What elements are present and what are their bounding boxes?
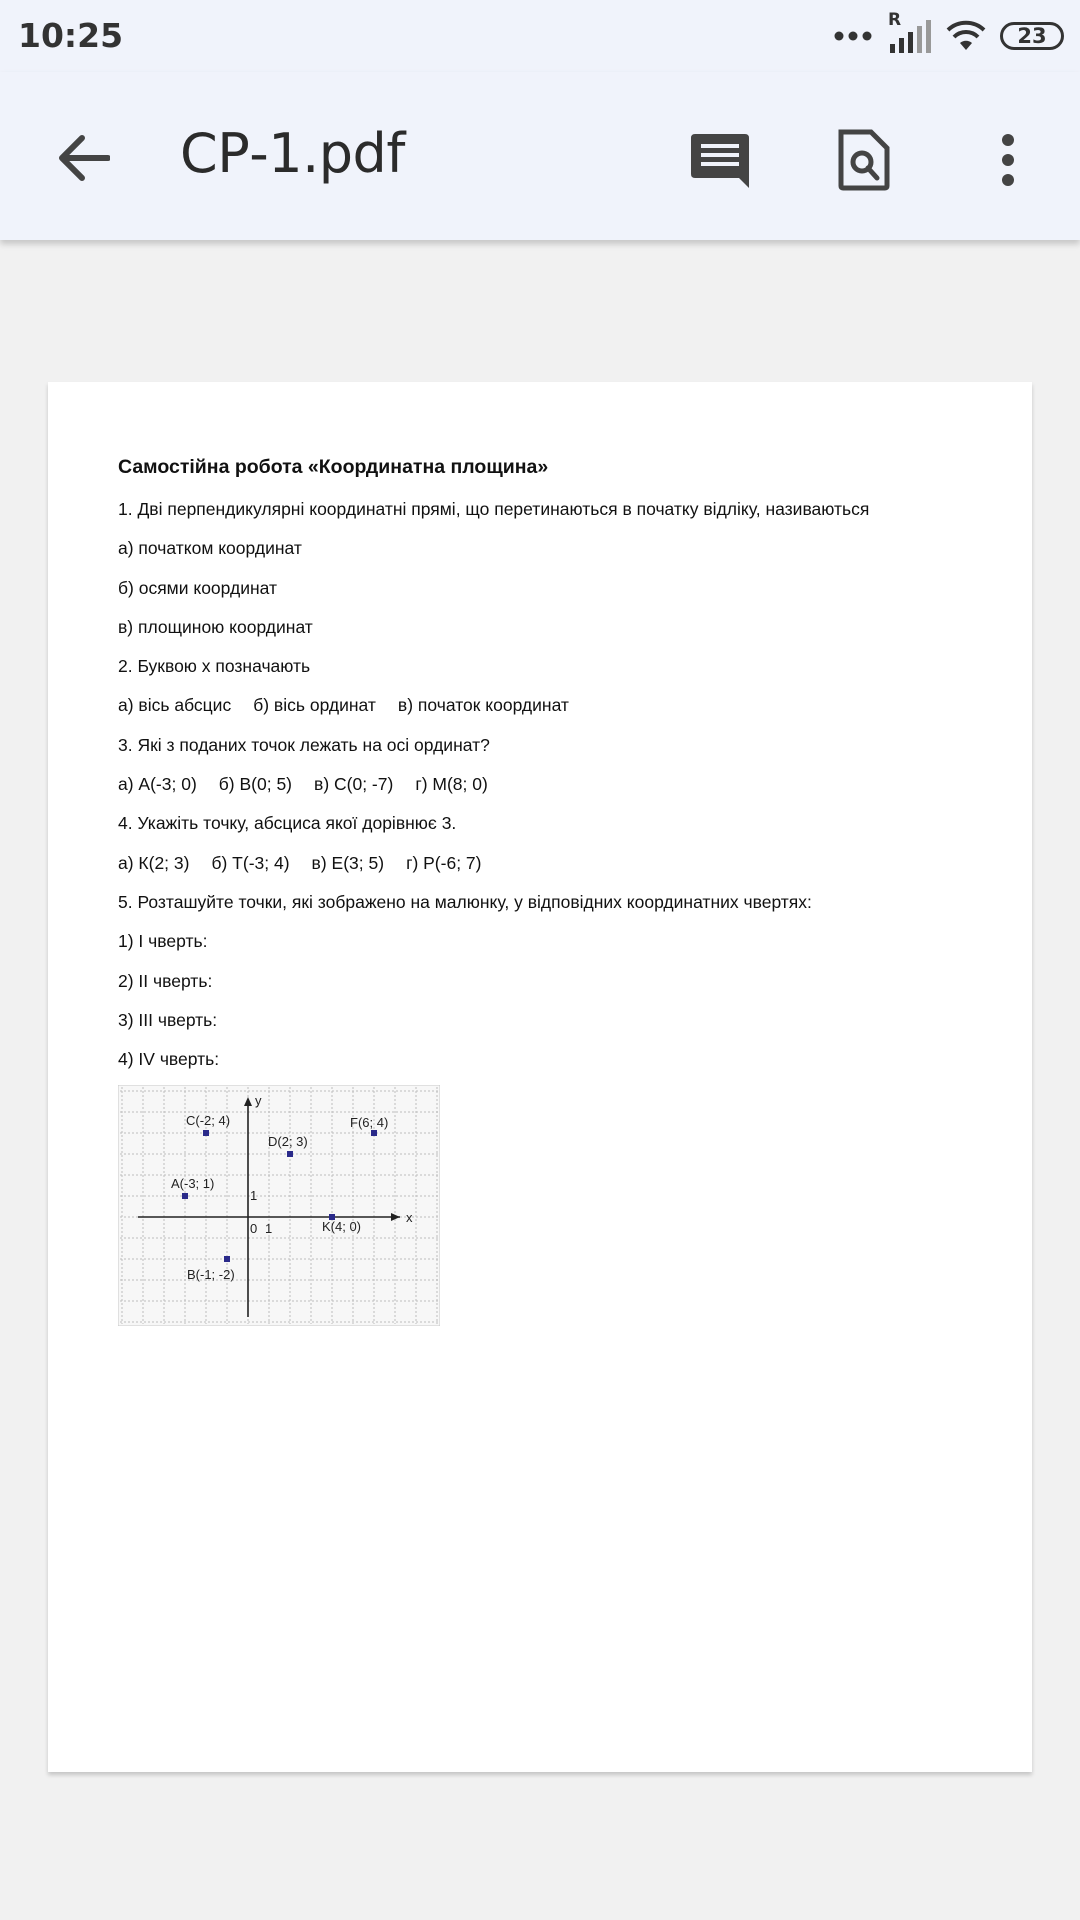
point-label: F(6; 4) xyxy=(350,1115,389,1130)
origin-label: 0 xyxy=(250,1221,258,1236)
x-unit-label: 1 xyxy=(265,1221,273,1236)
question-3-options xyxy=(118,769,978,808)
point-label: K(4; 0) xyxy=(322,1219,362,1234)
data-point xyxy=(287,1151,293,1157)
comment-icon xyxy=(689,130,751,190)
y-unit-label: 1 xyxy=(250,1188,258,1203)
question-3-option: а) А(-3; 0) xyxy=(118,774,197,795)
document-content xyxy=(118,452,978,1083)
data-point xyxy=(182,1193,188,1199)
quadrant-4-answer: 4) IV чверть: xyxy=(118,1049,220,1070)
cell-signal-icon xyxy=(888,18,932,54)
question-1: 1. Дві перпендикулярні координатні прямі, що перетинаються в початку відліку, називаються xyxy=(118,499,870,519)
coordinate-plane-figure xyxy=(118,1085,440,1326)
quadrant-1-answer: 1) І чверть: xyxy=(118,931,208,952)
quadrant-2-answer: 2) ІІ чверть: xyxy=(118,970,213,991)
x-axis-label: x xyxy=(406,1210,413,1225)
point-label: B(-1; -2) xyxy=(187,1267,235,1282)
question-3: 3. Які з поданих точок лежать на осі ординат? xyxy=(118,734,490,755)
question-3-option: б) В(0; 5) xyxy=(218,774,293,795)
battery-level: 23 xyxy=(1017,24,1047,48)
data-point xyxy=(224,1256,230,1262)
question-3-option: в) С(0; -7) xyxy=(314,774,394,795)
question-2-options xyxy=(118,690,978,729)
find-in-document-button[interactable] xyxy=(828,124,900,196)
question-1-option-c: в) площиною координат xyxy=(118,616,313,637)
question-4-option: г) Р(-6; 7) xyxy=(406,852,482,873)
more-dots-icon xyxy=(834,30,874,42)
data-point xyxy=(203,1130,209,1136)
question-4-options xyxy=(118,848,978,887)
question-4: 4. Укажіть точку, абсциса якої дорівнює 3. xyxy=(118,813,457,834)
question-2: 2. Буквою х позначають xyxy=(118,656,311,677)
battery-icon xyxy=(1000,22,1064,50)
more-vert-icon xyxy=(1000,133,1016,187)
question-4-option: в) Е(3; 5) xyxy=(311,852,385,873)
arrow-left-icon xyxy=(58,134,110,182)
point-label: D(2; 3) xyxy=(268,1134,308,1149)
question-5: 5. Розташуйте точки, які зображено на малюнку, у відповідних координатних чвертях: xyxy=(118,891,812,912)
pdf-page[interactable] xyxy=(48,382,1032,1772)
question-1-option-a: а) початком координат xyxy=(118,538,302,559)
app-bar xyxy=(0,72,1080,240)
question-2-option: б) вісь ординат xyxy=(253,695,376,716)
figure-background xyxy=(118,1085,440,1326)
wifi-icon xyxy=(946,20,986,52)
worksheet-title: Самостійна робота «Координатна площина» xyxy=(118,456,549,478)
question-3-option: г) М(8; 0) xyxy=(415,774,488,795)
search-document-icon xyxy=(837,128,891,192)
question-4-option: а) К(2; 3) xyxy=(118,852,190,873)
y-axis-label: y xyxy=(255,1093,262,1108)
data-point xyxy=(371,1130,377,1136)
status-time: 10:25 xyxy=(18,16,124,55)
question-2-option: в) початок координат xyxy=(397,695,569,716)
quadrant-3-answer: 3) ІІІ чверть: xyxy=(118,1009,218,1030)
question-2-option: а) вісь абсцис xyxy=(118,695,232,716)
comments-button[interactable] xyxy=(684,124,756,196)
status-icons xyxy=(834,10,1064,54)
back-button[interactable] xyxy=(52,126,116,190)
point-label: C(-2; 4) xyxy=(186,1113,231,1128)
more-options-button[interactable] xyxy=(972,124,1044,196)
question-4-option: б) Т(-3; 4) xyxy=(211,852,290,873)
point-label: A(-3; 1) xyxy=(171,1176,215,1191)
document-title: СР-1.pdf xyxy=(180,122,405,185)
status-bar xyxy=(0,0,1080,72)
question-1-option-b: б) осями координат xyxy=(118,577,278,598)
roaming-badge: R xyxy=(888,10,902,30)
cell-signal-group xyxy=(888,10,932,54)
